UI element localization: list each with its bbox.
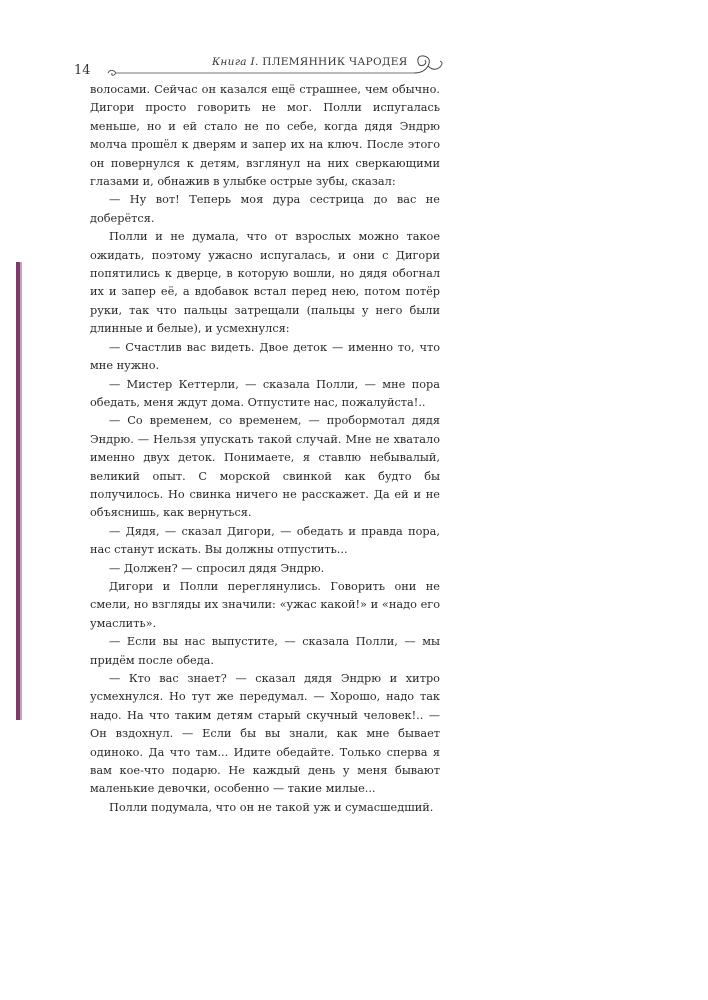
paragraph: Дигори и Полли переглянулись. Говорить они не смели, но взгляды их значили: «ужас какой!» и «надо его умаслить». bbox=[90, 579, 440, 630]
paragraph: — Мистер Кеттерли, — сказала Полли, — мне пора обедать, меня ждут дома. Отпустите нас, пожалуйста!.. bbox=[90, 377, 440, 409]
running-title bbox=[212, 56, 408, 68]
paragraph: Полли и не думала, что от взрослых можно такое ожидать, поэтому ужасно испугалась, и они с Дигори попятились к дверце, в которую вошли, но дядя обогнал их и запер её, а вдобавок встал перед нею, потом потёр руки, так что пальцы затрещали (пальцы у него были длинные и белые), и усмехнулся: bbox=[90, 230, 440, 336]
book-label: Книга I. bbox=[212, 56, 259, 68]
paragraph: — Если вы нас выпустите, — сказала Полли, — мы придём после обеда. bbox=[90, 635, 440, 667]
paragraph: Полли подумала, что он не такой уж и сумасшедший. bbox=[109, 800, 434, 814]
paragraph: — Ну вот! Теперь моя дура сестрица до вас не доберётся. bbox=[90, 193, 440, 225]
paragraph: — Кто вас знает? — сказал дядя Эндрю и хитро усмехнулся. Но тут же передумал. — Хорошо, надо так надо. На что таким детям старый скучный человек!.. — Он вздохнул. — Если бы вы знали, как мне бывает одиноко. Да что там... Идите обедайте. Только сперва я вам кое-что подарю. Не каждый день у меня бывают маленькие девочки, особенно — такие милые... bbox=[90, 672, 440, 796]
binding-edge-band-light bbox=[20, 262, 22, 720]
paragraph: волосами. Сейчас он казался ещё страшнее, чем обычно. Дигори просто говорить не мог. Полли испугалась меньше, но и ей стало не по себе, когда дядя Эндрю молча прошёл к дверям и запер их на ключ. После этого он повернулся к детям, взглянул на них сверкающими глазами и, обнажив в улыбке острые зубы, сказал: bbox=[90, 83, 440, 189]
paragraph: — Счастлив вас видеть. Двое деток — именно то, что мне нужно. bbox=[90, 340, 440, 373]
page-edge bbox=[0, 0, 16, 1000]
page-number: 14 bbox=[74, 63, 91, 78]
chapter-title: ПЛЕМЯННИК ЧАРОДЕЯ bbox=[262, 56, 408, 68]
paragraph: — Дядя, — сказал Дигори, — обедать и правда пора, нас станут искать. Вы должны отпустить... bbox=[90, 524, 440, 557]
paragraph: — Со временем, со временем, — пробормотал дядя Эндрю. — Нельзя упускать такой случай. Мне не хватало именно двух деток. Понимаете, я ставлю небывалый, великий опыт. С морской свинкой как будто бы получилось. Но свинка ничего не расскажет. Да ей и не объяснишь, как вернуться. bbox=[90, 414, 440, 520]
body-text bbox=[90, 81, 440, 817]
running-header bbox=[72, 52, 452, 82]
paragraph: — Должен? — спросил дядя Эндрю. bbox=[109, 561, 325, 575]
